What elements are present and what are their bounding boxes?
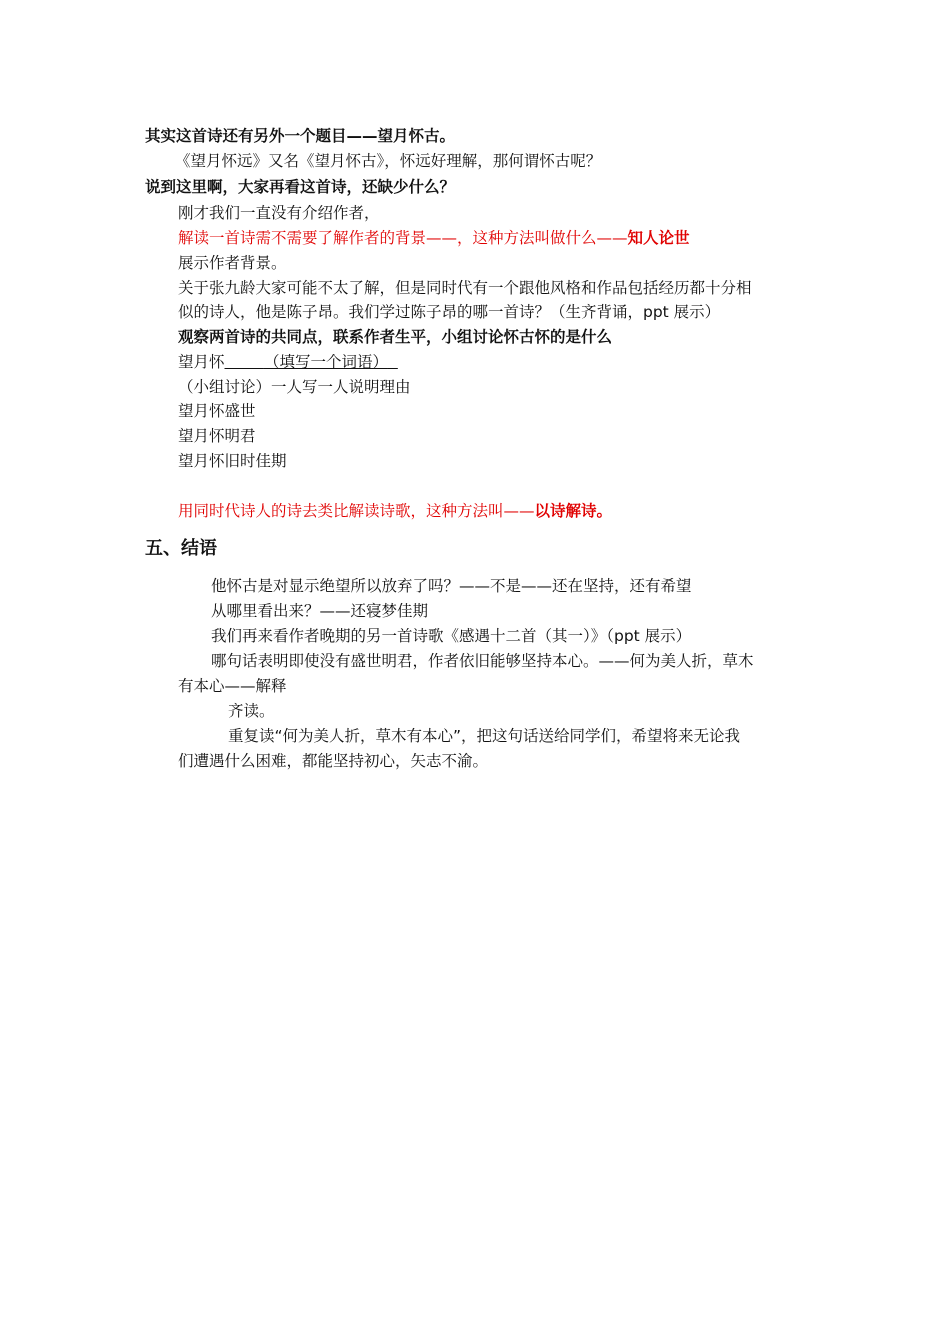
answer-item-mingjun: 望月怀明君 [178,427,256,445]
method2-question-text: 用同时代诗人的诗去类比解读诗歌，这种方法叫—— [178,502,535,520]
fill-blank-underline [225,351,398,373]
method-answer-text: 知人论世 [627,229,690,247]
paragraph-method-yishijieshi [178,500,612,522]
conclusion-line-5: 有本心——解释 [178,677,287,695]
conclusion-line-1: 他怀古是对显示绝望所以放弃了吗？——不是——还在坚持，还有希望 [211,577,692,595]
answer-item-shengshi: 望月怀盛世 [178,402,256,420]
paragraph-group-discussion: （小组讨论）一人写一人说明理由 [178,378,411,396]
conclusion-line-8: 们遭遇什么困难，都能坚持初心，矢志不渝。 [178,752,489,770]
paragraph-zhang-jiuling-1: 关于张九龄大家可能不太了解，但是同时代有一个跟他风格和作品包括经历都十分相 [178,279,752,297]
paragraph-group-discussion-prompt: 观察两首诗的共同点，联系作者生平，小组讨论怀古怀的是什么 [178,328,613,346]
conclusion-line-3: 我们再来看作者晚期的另一首诗歌《感遇十二首（其一）》（ppt 展示） [211,627,692,645]
paragraph-alt-name: 《望月怀远》又名《望月怀古》，怀远好理解，那何谓怀古呢？ [175,152,602,170]
section-heading-conclusion: 五、结语 [145,538,217,559]
conclusion-line-4: 哪句话表明即使没有盛世明君，作者依旧能够坚持本心。——何为美人折，草木 [211,652,754,670]
conclusion-line-6: 齐读。 [228,702,275,720]
paragraph-title-alt: 其实这首诗还有另外一个题目——望月怀古。 [145,127,456,145]
paragraph-question: 说到这里啊，大家再看这首诗，还缺少什么？ [145,178,456,196]
method-question-text: 解读一首诗需不需要了解作者的背景——，这种方法叫做什么—— [178,229,628,247]
paragraph-author-intro: 刚才我们一直没有介绍作者， [178,204,380,222]
fill-blank-prefix: 望月怀 [178,353,225,371]
paragraph-zhang-jiuling-2: 似的诗人，他是陈子昂。我们学过陈子昂的哪一首诗？（生齐背诵，ppt 展示） [178,303,721,321]
paragraph-show-background: 展示作者背景。 [178,254,287,272]
answer-item-jiaqi: 望月怀旧时佳期 [178,452,287,470]
paragraph-method-zhirenlunshi [178,227,690,249]
method2-answer-text: 以诗解诗。 [534,502,613,520]
conclusion-line-2: 从哪里看出来？——还寝梦佳期 [211,602,429,620]
fill-blank-hint: （填写一个词语） [263,353,388,371]
paragraph-fill-blank [178,351,398,373]
conclusion-line-7: 重复读“何为美人折，草木有本心”，把这句话送给同学们，希望将来无论我 [228,727,741,745]
